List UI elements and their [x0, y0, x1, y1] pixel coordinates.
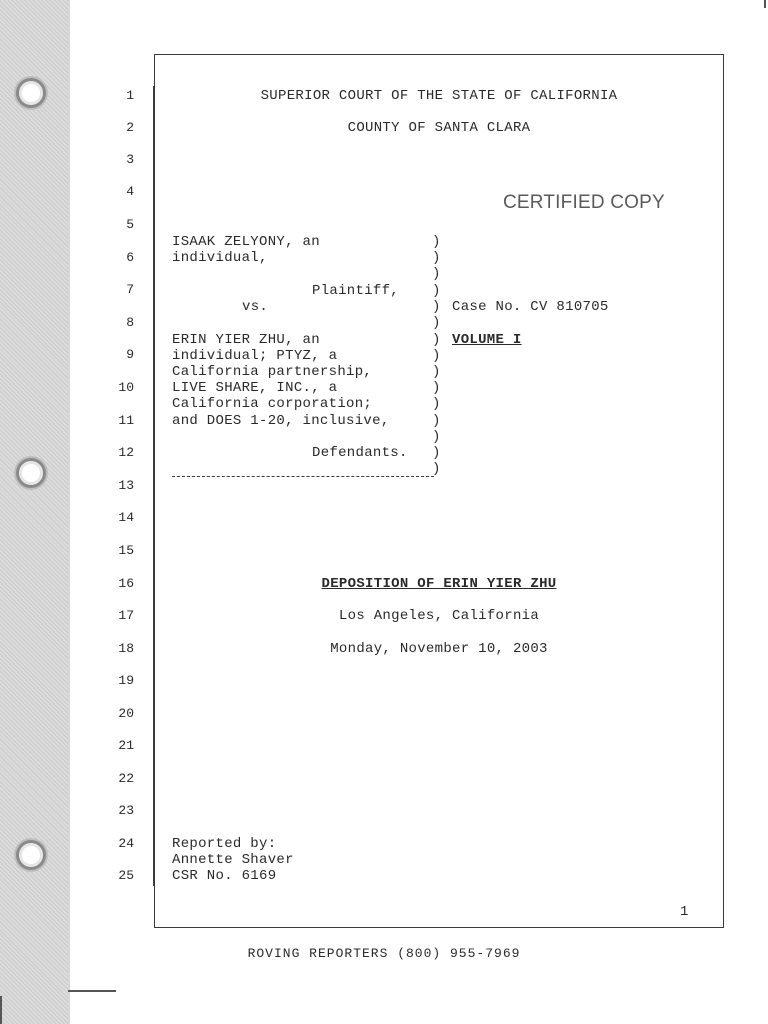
line-number: 21 — [118, 738, 134, 753]
plaintiff-role: Plaintiff, — [312, 283, 400, 299]
defendant-line: and DOES 1-20, inclusive, — [172, 413, 390, 429]
punch-hole-middle — [16, 458, 46, 488]
line-number: 1 — [126, 88, 134, 103]
caption-paren: ) — [432, 429, 441, 445]
scan-mark — [0, 996, 2, 1024]
caption-paren: ) — [432, 315, 441, 331]
footer-reporting-agency: ROVING REPORTERS (800) 955-7969 — [247, 946, 521, 961]
line-number: 18 — [118, 641, 134, 656]
reporter-name: Annette Shaver — [172, 852, 294, 868]
page-number: 1 — [680, 904, 689, 920]
line-number: 6 — [126, 250, 134, 265]
caption-paren: ) — [432, 413, 441, 429]
caption-paren: ) — [432, 364, 441, 380]
caption-paren: ) — [432, 348, 441, 364]
caption-paren: ) — [432, 299, 441, 315]
caption-paren: ) — [432, 380, 441, 396]
volume-label: VOLUME I — [452, 332, 522, 348]
line-number: 19 — [118, 673, 134, 688]
line-number: 24 — [118, 836, 134, 851]
versus: vs. — [242, 299, 269, 315]
line-number: 4 — [126, 184, 134, 199]
reporter-csr: CSR No. 6169 — [172, 868, 277, 884]
line-number: 7 — [126, 282, 134, 297]
caption-paren: ) — [432, 461, 441, 477]
caption-paren: ) — [432, 266, 441, 282]
line-number: 25 — [118, 868, 134, 883]
line-number: 5 — [126, 217, 134, 232]
line-number: 13 — [118, 478, 134, 493]
line-number: 22 — [118, 771, 134, 786]
caption-paren: ) — [432, 250, 441, 266]
binder-edge — [68, 0, 70, 1024]
line-number: 3 — [126, 152, 134, 167]
line-number-rule — [153, 86, 155, 886]
court-name: SUPERIOR COURT OF THE STATE OF CALIFORNIA — [260, 88, 618, 104]
defendant-role: Defendants. — [312, 445, 408, 461]
reported-by-label: Reported by: — [172, 836, 277, 852]
line-number: 16 — [118, 576, 134, 591]
line-number: 11 — [118, 413, 134, 428]
deposition-location: Los Angeles, California — [338, 608, 540, 624]
deposition-title: DEPOSITION OF ERIN YIER ZHU — [321, 576, 557, 592]
certified-copy-stamp: CERTIFIED COPY — [503, 192, 665, 213]
caption-paren: ) — [432, 283, 441, 299]
scan-mark — [68, 990, 116, 992]
line-number: 2 — [126, 120, 134, 135]
case-number: Case No. CV 810705 — [452, 299, 609, 315]
defendant-line: ERIN YIER ZHU, an — [172, 332, 320, 348]
line-number: 10 — [118, 380, 134, 395]
binder-strip — [0, 0, 68, 1024]
plaintiff-descriptor: individual, — [172, 250, 268, 266]
defendant-line: California partnership, — [172, 364, 373, 380]
line-number: 23 — [118, 803, 134, 818]
line-number: 17 — [118, 608, 134, 623]
line-number: 9 — [126, 347, 134, 362]
line-number: 8 — [126, 315, 134, 330]
defendant-line: California corporation; — [172, 396, 373, 412]
line-number: 12 — [118, 445, 134, 460]
punch-hole-top — [16, 78, 46, 108]
scan-mark — [764, 0, 766, 8]
plaintiff-name: ISAAK ZELYONY, an — [172, 234, 320, 250]
court-county: COUNTY OF SANTA CLARA — [347, 120, 531, 136]
punch-hole-bottom — [16, 840, 46, 870]
line-number: 20 — [118, 706, 134, 721]
defendant-line: LIVE SHARE, INC., a — [172, 380, 338, 396]
deposition-date: Monday, November 10, 2003 — [330, 641, 548, 657]
caption-underline — [172, 476, 434, 478]
line-number: 15 — [118, 543, 134, 558]
caption-paren: ) — [432, 396, 441, 412]
page-frame — [154, 54, 724, 928]
line-number: 14 — [118, 510, 134, 525]
caption-paren: ) — [432, 234, 441, 250]
caption-paren: ) — [432, 332, 441, 348]
caption-paren: ) — [432, 445, 441, 461]
defendant-line: individual; PTYZ, a — [172, 348, 338, 364]
